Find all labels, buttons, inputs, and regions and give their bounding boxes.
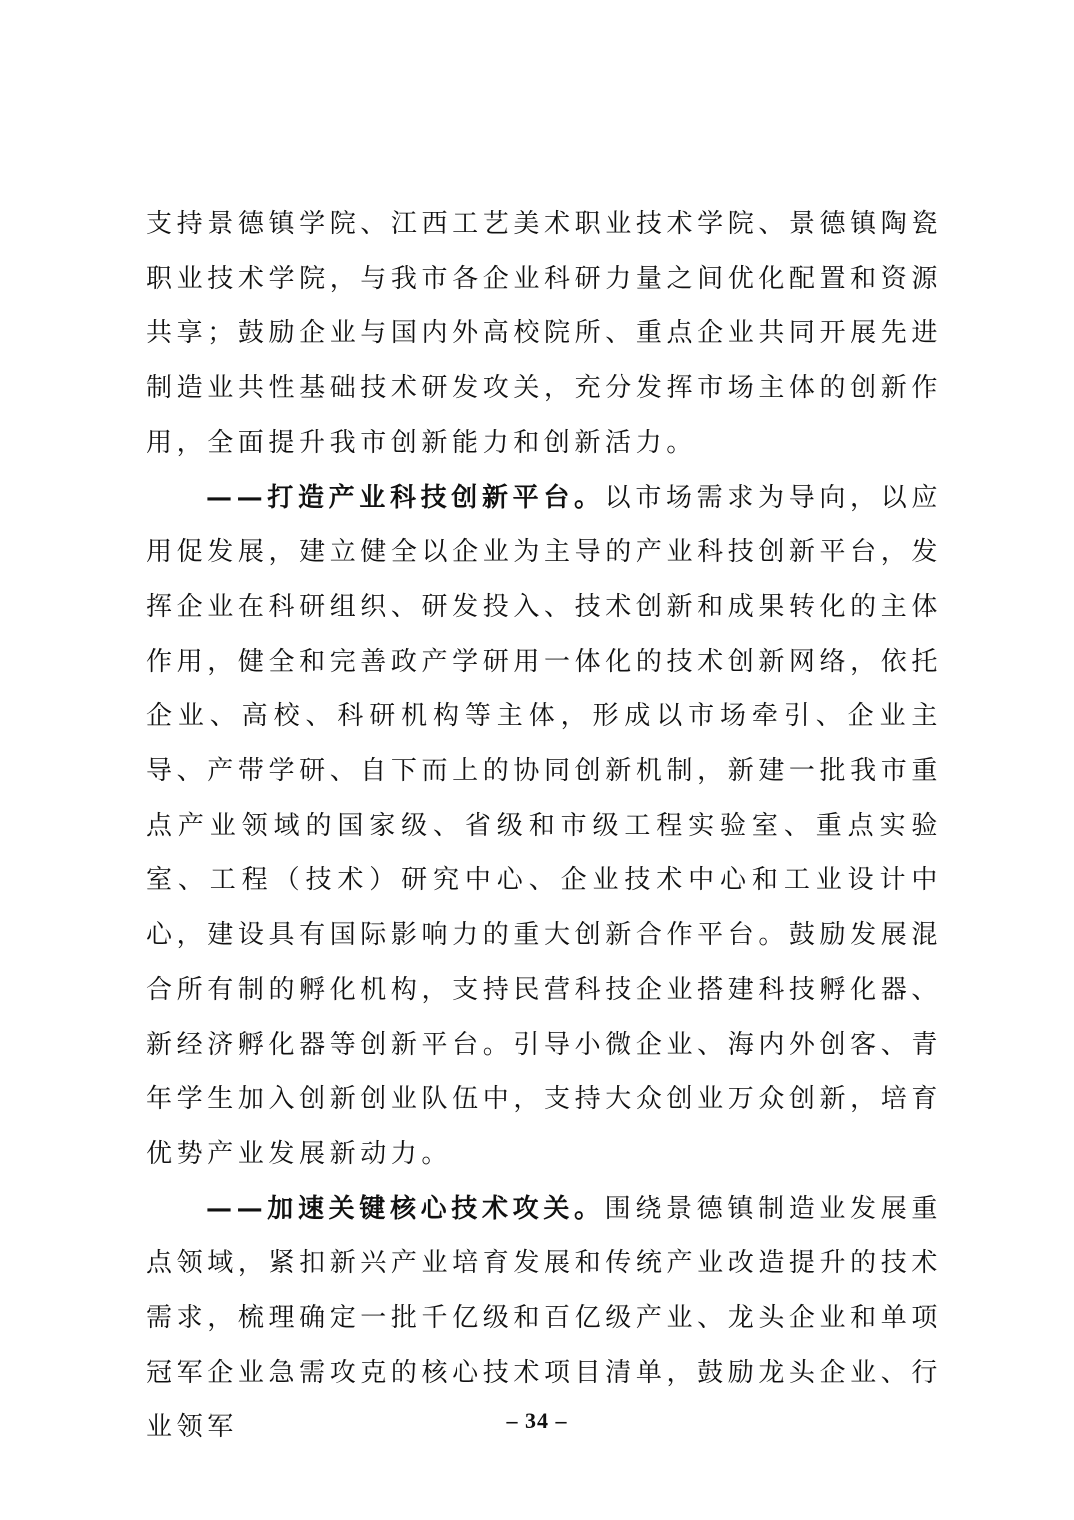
body-text	[146, 197, 942, 1455]
paragraph-innovation-platform	[146, 471, 942, 1182]
paragraph-text: 围绕景德镇制造业发展重点领域，紧扣新兴产业培育发展和传统产业改造提升的技术需求，梳理确定一批千亿级和百亿级产业、龙头企业和单项冠军企业急需攻克的核心技术项目清单，鼓励龙头企业、行业领军	[146, 1193, 942, 1443]
paragraph-heading: ——加速关键核心技术攻关。	[206, 1193, 605, 1224]
page-number: – 34 –	[506, 1408, 568, 1433]
paragraph-heading: ——打造产业科技创新平台。	[206, 482, 605, 513]
paragraph-text: 支持景德镇学院、江西工艺美术职业技术学院、景德镇陶瓷职业技术学院，与我市各企业科研力量之间优化配置和资源共享；鼓励企业与国内外高校院所、重点企业共同开展先进制造业共性基础技术研发攻关，充分发挥市场主体的创新作用，全面提升我市创新能力和创新活力。	[146, 209, 942, 458]
paragraph-continuation	[146, 197, 942, 471]
paragraph-text: 以市场需求为导向，以应用促发展，建立健全以企业为主导的产业科技创新平台，发挥企业在科研组织、研发投入、技术创新和成果转化的主体作用，健全和完善政产学研用一体化的技术创新网络，依托企业、高校、科研机构等主体，形成以市场牵引、企业主导、产带学研、自下而上的协同创新机制，新建一批我市重点产业领域的国家级、省级和市级工程实验室、重点实验室、工程（技术）研究中心、企业技术中心和工业设计中心，建设具有国际影响力的重大创新合作平台。鼓励发展混合所有制的孵化机构，支持民营科技企业搭建科技孵化器、新经济孵化器等创新平台。引导小微企业、海内外创客、青年学生加入创新创业队伍中，支持大众创业万众创新，培育优势产业发展新动力。	[146, 482, 942, 1169]
